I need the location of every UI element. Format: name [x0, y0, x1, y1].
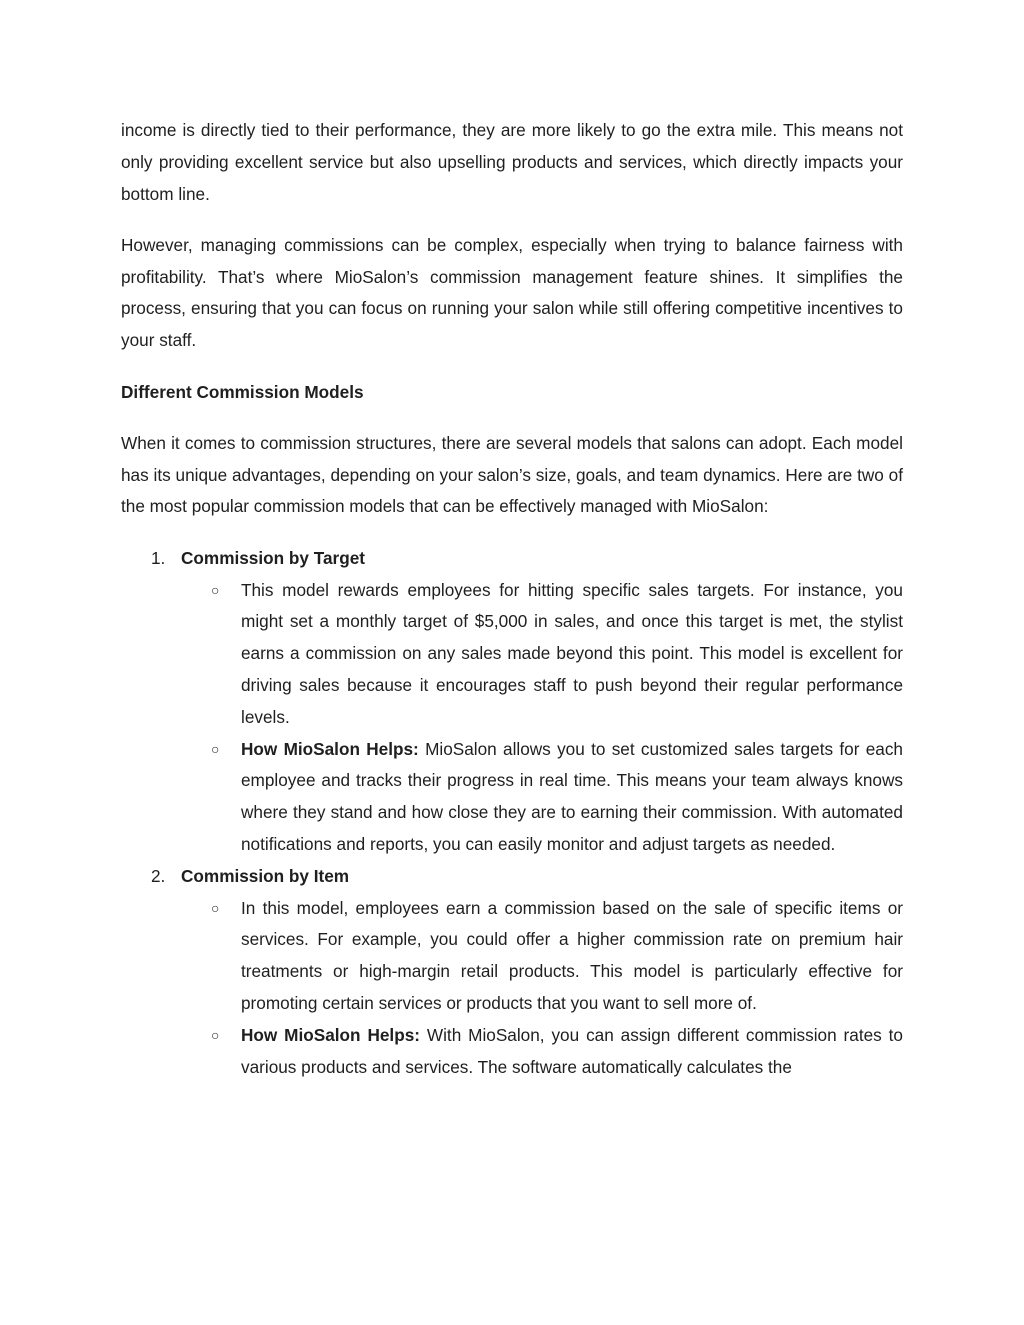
- bullet-lead: How MioSalon Helps:: [241, 1024, 420, 1045]
- list-item-title: Commission by Item: [181, 865, 350, 886]
- paragraph-models-intro: When it comes to commission structures, there are several models that salons can adopt. Each model has its unique advantages, depending on your salon’s size, goals, and team dynamics. Here are two of the most popular commission models that can be effectively managed with MioSalon:: [121, 432, 903, 517]
- paragraph-managing-commissions: However, managing commissions can be complex, especially when trying to balance fairness with profitability. That’s where MioSalon’s commission management feature shines. It simplifies the process, ensuring that you can focus on running your salon while still offering competitive incentives to your staff.: [121, 234, 903, 351]
- list-item-commission-by-target: [121, 543, 903, 861]
- bullet-text: This model rewards employees for hitting specific sales targets. For instance, you might set a monthly target of $5,000 in sales, and once this target is met, the stylist earns a commission on any sales made beyond this point. This model is excellent for driving sales because it encourages staff to push beyond their regular performance levels.: [241, 579, 903, 727]
- paragraph-intro: income is directly tied to their performance, they are more likely to go the extra mile. This means not only providing excellent service but also upselling products and services, which directly impacts your bottom line.: [121, 120, 903, 204]
- sub-bullet-item: [181, 1020, 903, 1084]
- bullet-lead: How MioSalon Helps:: [241, 738, 419, 759]
- bullet-text: In this model, employees earn a commission based on the sale of specific items or services. For example, you could offer a higher commission rate on premium hair treatments or high-margin retail products. This model is particularly effective for promoting certain services or products that you want to sell more of.: [241, 897, 903, 1013]
- sub-bullet-list: [181, 575, 903, 861]
- circle-bullet-icon: ○: [211, 581, 220, 598]
- list-item-title: Commission by Target: [181, 547, 366, 568]
- section-heading: Different Commission Models: [121, 381, 364, 402]
- circle-bullet-icon: ○: [211, 740, 220, 757]
- circle-bullet-icon: ○: [211, 899, 220, 916]
- bullet-text: MioSalon allows you to set customized sales targets for each employee and tracks their progress in real time. This means your team always knows where they stand and how close they are to earning their commission. With automated notifications and reports, you can easily monitor and adjust targets as needed.: [241, 738, 903, 854]
- list-number: 2.: [151, 865, 166, 886]
- commission-models-list: [121, 543, 903, 1084]
- sub-bullet-item: [181, 734, 903, 861]
- bullet-text: With MioSalon, you can assign different commission rates to various products and services. The software automatically calculates the: [241, 1024, 903, 1077]
- sub-bullet-item: [181, 893, 903, 1020]
- list-number: 1.: [151, 547, 166, 568]
- sub-bullet-item: [181, 575, 903, 734]
- list-item-commission-by-item: [121, 861, 903, 1084]
- document-page: [121, 115, 903, 1083]
- circle-bullet-icon: ○: [211, 1026, 220, 1043]
- sub-bullet-list: [181, 893, 903, 1084]
